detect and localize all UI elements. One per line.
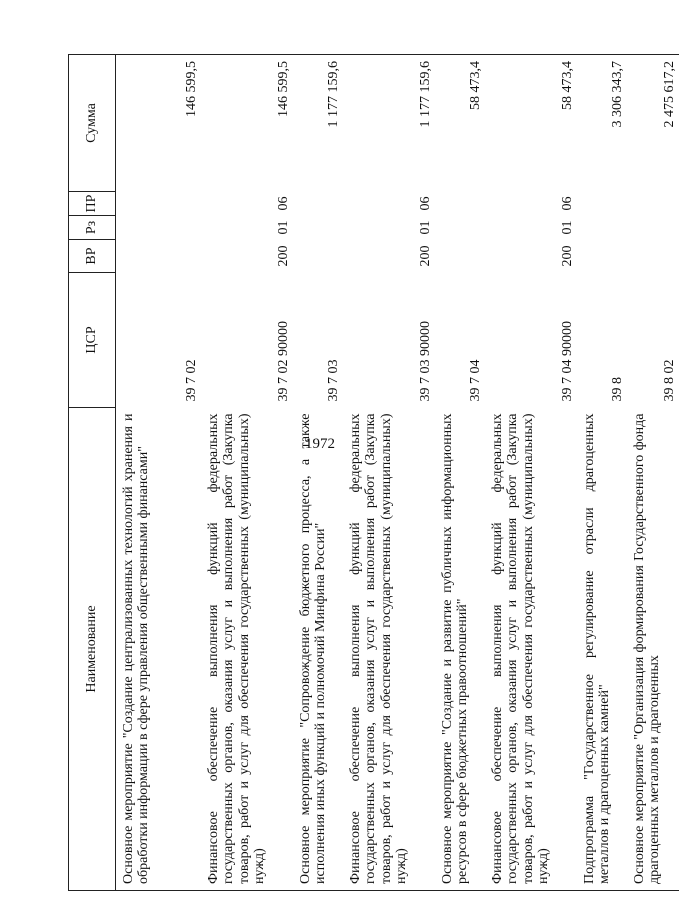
row-pr — [627, 192, 679, 216]
row-vr: 200 — [275, 245, 291, 267]
row-rz — [627, 216, 679, 240]
row-name: Подпрограмма "Государственное регулирование отрасли драгоценных металлов и драгоценных камней" — [577, 408, 627, 891]
table-row — [577, 55, 627, 891]
header-rz: Рз — [69, 216, 116, 240]
row-name: Основное мероприятие "Сопровождение бюджетного процесса, а также исполнения иных функций и полномочий Минфина России" — [293, 408, 343, 891]
row-rz — [116, 216, 202, 240]
header-sum: Сумма — [69, 55, 116, 192]
header-pr: ПР — [69, 192, 116, 216]
page-number: 1972 — [305, 436, 335, 452]
row-pr: 06 — [417, 196, 433, 211]
row-vr — [116, 240, 202, 273]
header-csr: ЦСР — [69, 273, 116, 408]
row-name: Основное мероприятие "Организация формирования Государственного фонда драгоценных металлов и драгоценных — [627, 408, 679, 891]
table-body — [116, 55, 679, 891]
row-csr: 39 8 — [609, 377, 625, 402]
row-rz — [577, 216, 627, 240]
row-csr: 39 8 02 — [661, 359, 677, 402]
row-sum: 3 306 343,7 — [577, 55, 627, 192]
row-rz: 01 — [559, 220, 575, 235]
row-sum: 2 475 617,2 — [627, 55, 679, 192]
row-rz — [435, 216, 485, 240]
row-vr: 200 — [559, 245, 575, 267]
table-row — [201, 55, 293, 891]
row-csr: 39 7 02 90000 — [275, 321, 291, 402]
row-name: Финансовое обеспечение выполнения функций федеральных государственных органов, оказания услуг и выполнения работ (Закупка товаров, работ и услуг для обеспечения государственных (муниципальных) нужд) — [343, 408, 435, 891]
row-name: Основное мероприятие "Создание централизованных технологий хранения и обработки информации в сфере управления общественными финансами" — [116, 408, 202, 891]
table-row — [435, 55, 485, 891]
row-name: Основное мероприятие "Создание и развитие публичных информационных ресурсов в сфере бюджетных правоотношений" — [435, 408, 485, 891]
row-rz — [293, 216, 343, 240]
budget-table-container — [68, 55, 677, 891]
row-name: Финансовое обеспечение выполнения функций федеральных государственных органов, оказания услуг и выполнения работ (Закупка товаров, работ и услуг для обеспечения государственных (муниципальных) нужд) — [485, 408, 577, 891]
row-csr: 39 7 02 — [183, 359, 199, 402]
table-header — [69, 55, 116, 891]
row-sum: 58 473,4 — [435, 55, 485, 192]
row-csr: 39 7 03 90000 — [417, 321, 433, 402]
row-vr — [627, 240, 679, 273]
row-sum: 1 177 159,6 — [293, 55, 343, 192]
budget-table-rotated — [68, 55, 677, 891]
header-name: Наименование — [69, 408, 116, 891]
row-csr: 39 7 04 90000 — [559, 321, 575, 402]
row-vr — [435, 240, 485, 273]
budget-table — [68, 54, 679, 891]
row-pr: 06 — [559, 196, 575, 211]
row-pr: 06 — [275, 196, 291, 211]
row-sum: 1 177 159,6 — [343, 55, 435, 192]
row-name: Финансовое обеспечение выполнения функций федеральных государственных органов, оказания услуг и выполнения работ (Закупка товаров, работ и услуг для обеспечения государственных (муниципальных) нужд) — [201, 408, 293, 891]
row-sum: 58 473,4 — [485, 55, 577, 192]
row-sum: 146 599,5 — [201, 55, 293, 192]
row-vr — [293, 240, 343, 273]
row-vr: 200 — [417, 245, 433, 267]
header-vr: ВР — [69, 240, 116, 273]
row-pr — [435, 192, 485, 216]
row-pr — [116, 192, 202, 216]
row-csr: 39 7 03 — [325, 359, 341, 402]
row-rz: 01 — [417, 220, 433, 235]
row-rz: 01 — [275, 220, 291, 235]
table-row — [116, 55, 202, 891]
row-csr: 39 7 04 — [467, 359, 483, 402]
row-pr — [293, 192, 343, 216]
table-row — [343, 55, 435, 891]
table-row — [293, 55, 343, 891]
table-row — [627, 55, 679, 891]
row-pr — [577, 192, 627, 216]
row-vr — [577, 240, 627, 273]
row-sum: 146 599,5 — [116, 55, 202, 192]
table-row — [485, 55, 577, 891]
